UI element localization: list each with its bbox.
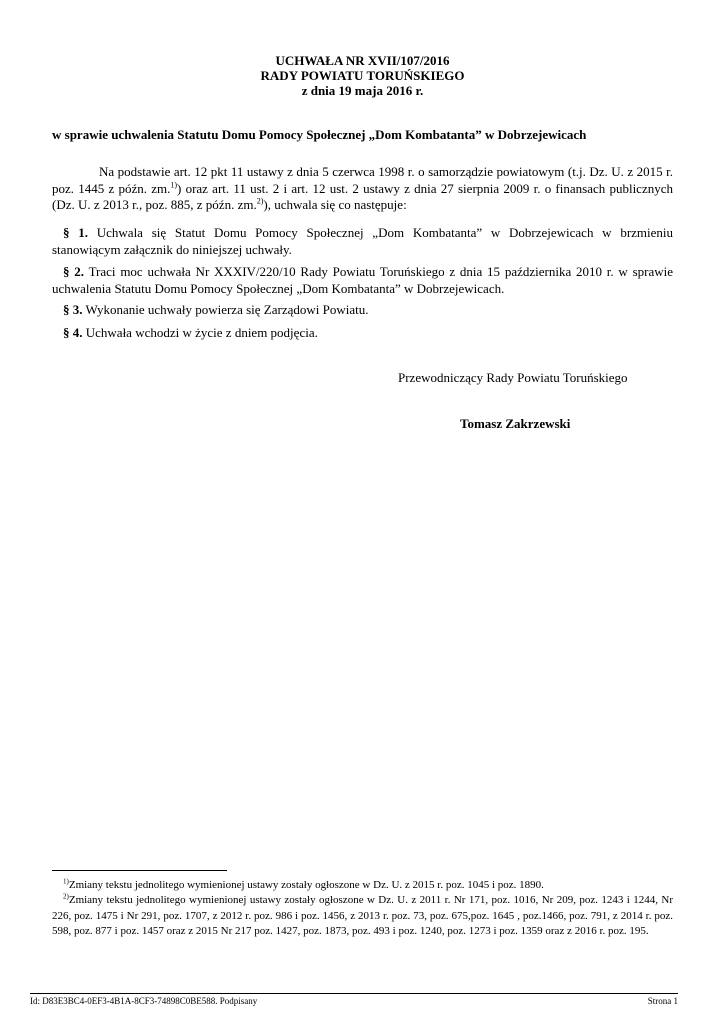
paragraph-number: § 1. — [63, 225, 88, 240]
resolution-header — [0, 53, 725, 98]
footnote-text: Zmiany tekstu jednolitego wymienionej ustawy zostały ogłoszone w Dz. U. z 2015 r. poz. 1045 i poz. 1890. — [68, 879, 544, 891]
intro-text-3: ), uchwala się co następuje: — [263, 197, 407, 212]
document-id: Id: D83E3BC4-0EF3-4B1A-8CF3-74898C0BE588. Podpisany — [30, 996, 258, 1006]
paragraph-number: § 3. — [63, 302, 83, 317]
resolution-subject: w sprawie uchwalenia Statutu Domu Pomocy Społecznej „Dom Kombatanta” w Dobrzejewicach — [52, 127, 587, 142]
signatory-name: Tomasz Zakrzewski — [460, 416, 571, 431]
footnote-mark: 2) — [63, 892, 69, 901]
intro-text-2: ) oraz art. 11 ust. 2 i art. 12 ust. 2 ustawy z dnia 27 sierpnia 2009 r. o finansach publicznych (Dz. U. z 2013 r., poz. 885, z późn. zm. — [52, 180, 673, 212]
paragraph-text: Traci moc uchwała Nr XXXIV/220/10 Rady Powiatu Toruńskiego z dnia 15 października 2010 r. w sprawie uchwalenia Statutu Domu Pomocy Społecznej „Dom Kombatanta” w Dobrzejewicach. — [52, 264, 674, 296]
council-name: RADY POWIATU TORUŃSKIEGO — [260, 68, 465, 83]
paragraph-3 — [52, 302, 673, 319]
signatory-role: Przewodniczący Rady Powiatu Toruńskiego — [398, 370, 628, 385]
resolution-date: z dnia 19 maja 2016 r. — [301, 83, 424, 98]
footnote-ref-1: 1) — [170, 180, 178, 190]
paragraph-number: § 4. — [63, 325, 83, 340]
page-number: Strona 1 — [647, 996, 678, 1006]
intro-text-1: Na podstawie art. 12 pkt 11 ustawy z dnia 5 czerwca 1998 r. o samorządzie powiatowym (t.j. Dz. U. z 2015 r. poz. 1445 z późn. zm. — [52, 164, 673, 196]
paragraph-2 — [52, 264, 673, 297]
footnote-text: Zmiany tekstu jednolitego wymienionej ustawy zostały ogłoszone w Dz. U. z 2011 r. Nr 171, poz. 1016, Nr 209, poz. 1243 i 1244, Nr 226, poz. 1475 i Nr 291, poz. 1707, z 2012 r. poz. 986 i poz. 1456, z 2013 r. poz. 73, poz. 675,poz. 1645 , poz.1466, poz. 791, z 2014 r. poz. 598, poz. 877 i poz. 1457 oraz z 2015 Nr 217 poz. 1427, poz. 1873, poz. 493 i poz. 1240, poz. 1273 i poz. 1359 oraz z 2016 r. poz. 195. — [52, 894, 673, 937]
footnote-divider — [52, 870, 227, 871]
footnote-2 — [52, 893, 673, 940]
paragraph-text: Uchwala się Statut Domu Pomocy Społecznej „Dom Kombatanta” w Dobrzejewicach w brzmieniu stanowiącym załącznik do niniejszej uchwały. — [52, 225, 674, 257]
resolution-number: UCHWAŁA NR XVII/107/2016 — [275, 53, 450, 68]
paragraph-4 — [52, 325, 673, 342]
footnote-mark: 1) — [63, 877, 69, 886]
paragraph-number: § 2. — [63, 264, 85, 279]
paragraph-text: Wykonanie uchwały powierza się Zarządowi Powiatu. — [85, 302, 369, 317]
footer-divider — [30, 993, 678, 994]
footnote-1 — [52, 878, 673, 894]
paragraph-1 — [52, 225, 673, 258]
legal-basis-paragraph — [52, 164, 673, 214]
footnote-ref-2: 2) — [256, 196, 264, 206]
paragraph-text: Uchwała wchodzi w życie z dniem podjęcia. — [85, 325, 318, 340]
